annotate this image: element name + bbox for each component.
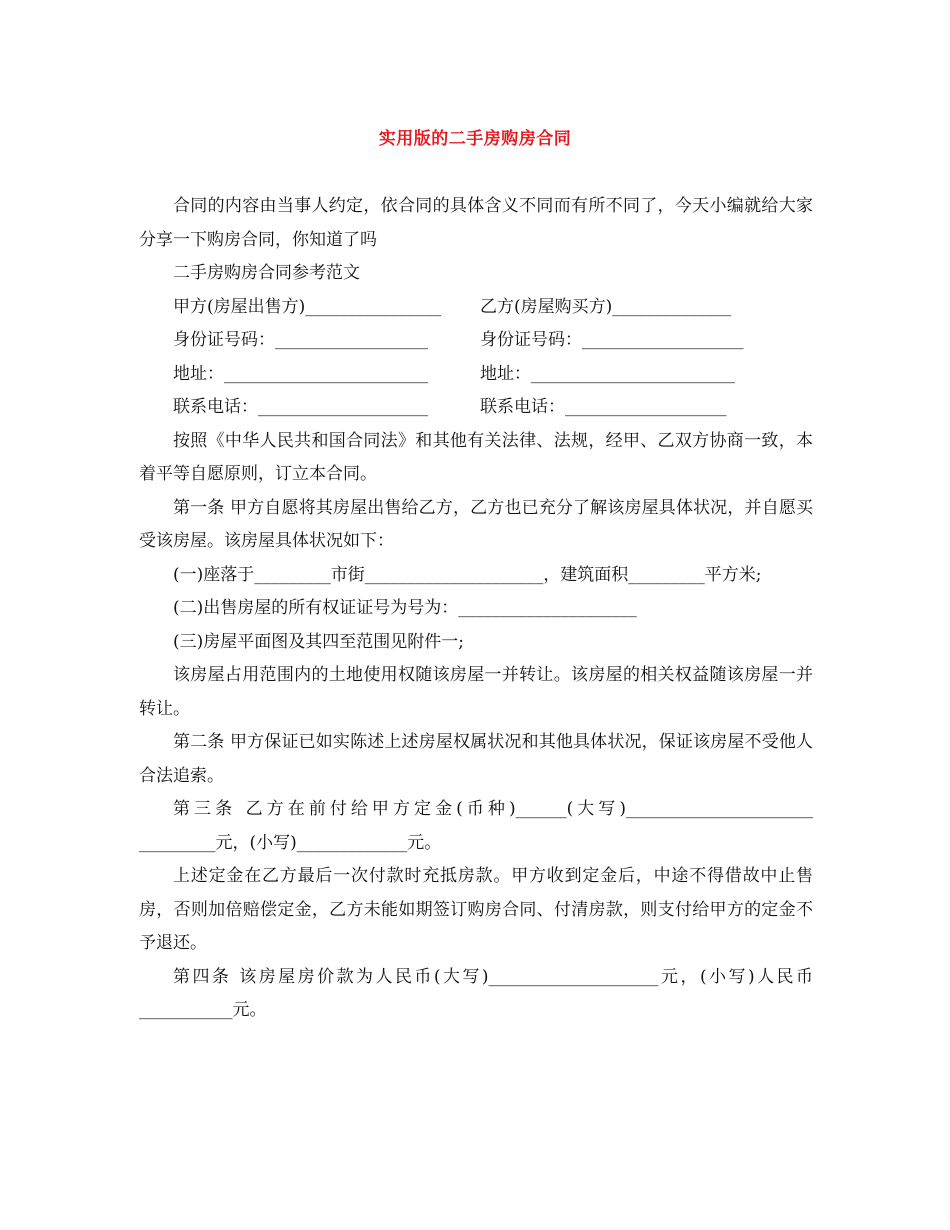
deposit-paragraph: 上述定金在乙方最后一次付款时充抵房款。甲方收到定金后，中途不得借故中止售房，否则加倍赔偿定金，乙方未能如期签订购房合同、付清房款，则支付给甲方的定金不予退还。 bbox=[139, 866, 813, 953]
land-use-paragraph: 该房屋占用范围内的土地使用权随该房屋一并转让。该房屋的相关权益随该房屋一并转让。 bbox=[139, 665, 813, 719]
article-2-paragraph: 第二条 甲方保证已如实陈述上述房屋权属状况和其他具体状况，保证该房屋不受他人合法追索。 bbox=[139, 732, 813, 786]
party-field-seller-address: 地址：________________________ bbox=[173, 363, 428, 384]
party-field-buyer-phone: 联系电话：___________________ bbox=[480, 397, 727, 417]
preamble-paragraph: 按照《中华人民共和国合同法》和其他有关法律、法规，经甲、乙双方协商一致，本着平等自愿原则，订立本合同。 bbox=[139, 430, 813, 484]
article-1-item-3: (三)房屋平面图及其四至范围见附件一; bbox=[173, 631, 464, 652]
party-field-buyer: 乙方(房屋购买方)______________ bbox=[480, 296, 732, 317]
document-body bbox=[139, 190, 813, 1028]
article-1-paragraph: 第一条 甲方自愿将其房屋出售给乙方，乙方也已充分了解该房屋具体状况，并自愿买受该房屋。该房屋具体状况如下： bbox=[139, 497, 813, 551]
article-1-item-1: (一)座落于_________市街_____________________，建筑面积_________平方米; bbox=[173, 564, 762, 585]
party-row-address bbox=[139, 358, 813, 392]
party-field-seller-id: 身份证号码：__________________ bbox=[173, 330, 428, 350]
subtitle-paragraph: 二手房购房合同参考范文 bbox=[173, 263, 360, 283]
party-field-seller-phone: 联系电话：____________________ bbox=[173, 397, 428, 417]
party-field-buyer-id: 身份证号码：___________________ bbox=[480, 330, 744, 350]
article-3-paragraph: 第三条 乙方在前付给甲方定金(币种)______(大写)______________________ _________元，(小写)_____________元。 bbox=[139, 799, 813, 853]
party-field-seller: 甲方(房屋出售方)________________ bbox=[173, 296, 442, 317]
party-row-phone bbox=[139, 391, 813, 425]
document-title: 实用版的二手房购房合同 bbox=[378, 129, 572, 149]
party-row-seller-buyer bbox=[139, 291, 813, 325]
intro-paragraph: 合同的内容由当事人约定，依合同的具体含义不同而有所不同了，今天小编就给大家分享一下购房合同，你知道了吗 bbox=[139, 196, 813, 250]
party-field-buyer-address: 地址：________________________ bbox=[480, 363, 735, 384]
article-1-item-2: (二)出售房屋的所有权证证号为号为：_____________________ bbox=[173, 598, 637, 618]
article-4-paragraph: 第四条 该房屋房价款为人民币(大写)____________________元，(小写)人民币___________元。 bbox=[139, 966, 813, 1020]
party-row-id-number bbox=[139, 324, 813, 358]
